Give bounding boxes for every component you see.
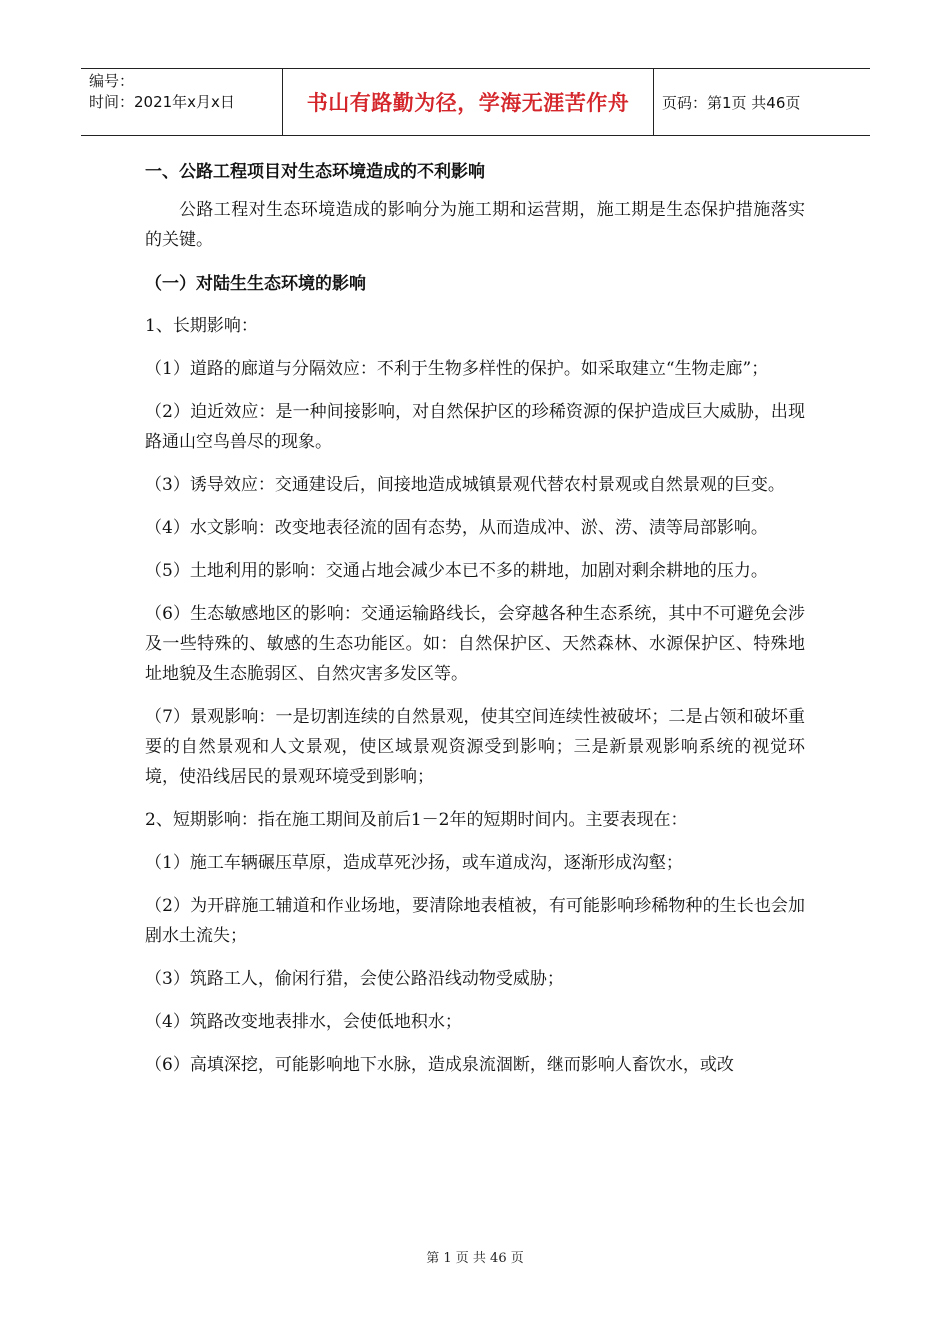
long-term-title: 1、长期影响： <box>145 316 258 336</box>
list-item: （2）为开辟施工辅道和作业场地，要清除地表植被，有可能影响珍稀物种的生长也会加剧水土流失； <box>145 896 805 946</box>
subsection-heading: （一）对陆生生态环境的影响 <box>145 274 366 294</box>
list-item: （5）土地利用的影响：交通占地会减少本已不多的耕地，加剧对剩余耕地的压力。 <box>145 561 768 581</box>
list-item: （3）诱导效应：交通建设后，间接地造成城镇景观代替农村景观或自然景观的巨变。 <box>145 475 785 495</box>
list-item: （7）景观影响：一是切割连续的自然景观，使其空间连续性被破坏；二是占领和破坏重要的自然景观和人文景观，使区域景观资源受到影响；三是新景观影响系统的视觉环境，使沿线居民的景观环境受到影响； <box>145 707 805 787</box>
header-table <box>81 68 870 136</box>
list-item: （4）筑路改变地表排水，会使低地积水； <box>145 1012 462 1032</box>
intro-paragraph: 公路工程对生态环境造成的影响分为施工期和运营期，施工期是生态保护措施落实的关键。 <box>145 200 805 250</box>
list-item: （2）迫近效应：是一种间接影响，对自然保护区的珍稀资源的保护造成巨大威胁，出现路通山空鸟兽尽的现象。 <box>145 402 805 452</box>
header-motto: 书山有路勤为径，学海无涯苦作舟 <box>282 69 654 135</box>
list-item: （6）高填深挖，可能影响地下水脉，造成泉流涸断，继而影响人畜饮水，或改 <box>145 1055 734 1075</box>
list-item: （6）生态敏感地区的影响：交通运输路线长，会穿越各种生态系统，其中不可避免会涉及一些特殊的、敏感的生态功能区。如：自然保护区、天然森林、水源保护区、特殊地址地貌及生态脆弱区、自然灾害多发区等。 <box>145 604 805 684</box>
list-item: （1）道路的廊道与分隔效应：不利于生物多样性的保护。如采取建立“生物走廊”； <box>145 359 769 379</box>
list-item: （1）施工车辆碾压草原，造成草死沙扬，或车道成沟，逐渐形成沟壑； <box>145 853 683 873</box>
header-left-cell <box>81 69 282 135</box>
document-body <box>145 157 805 1093</box>
list-item: （3）筑路工人，偷闲行猎，会使公路沿线动物受威胁； <box>145 969 564 989</box>
section-heading: 一、公路工程项目对生态环境造成的不利影响 <box>145 162 485 182</box>
page-footer: 第 1 页 共 46 页 <box>426 1251 524 1266</box>
document-number-label: 编号： <box>89 72 135 90</box>
list-item: （4）水文影响：改变地表径流的固有态势，从而造成冲、淤、涝、渍等局部影响。 <box>145 518 768 538</box>
document-time-label: 时间：2021年x月x日 <box>89 93 235 111</box>
header-page-label: 页码：第1页 共46页 <box>662 93 801 112</box>
short-term-title: 2、短期影响：指在施工期间及前后1－2年的短期时间内。主要表现在： <box>145 810 688 830</box>
